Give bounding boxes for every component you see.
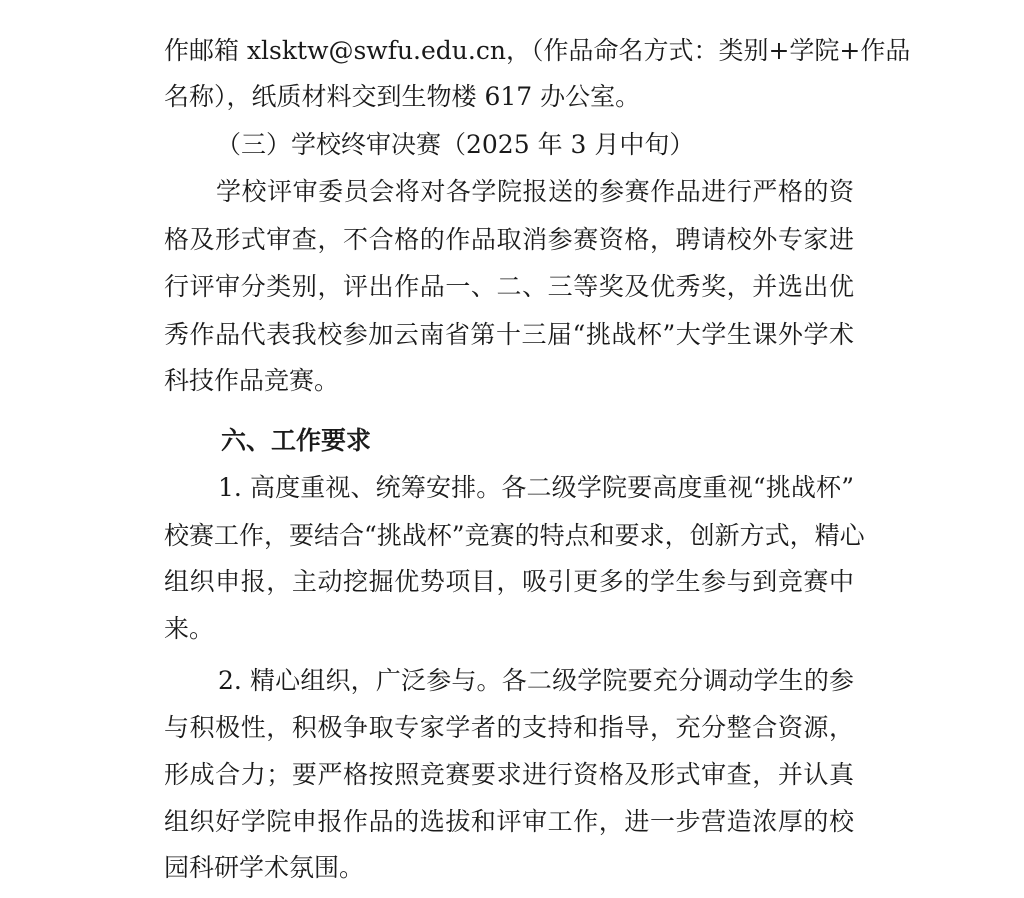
text-line: 来。 [164,614,215,643]
text-line: 2. 精心组织，广泛参与。各二级学院要充分调动学生的参 [218,666,854,695]
text-line: 形成合力；要严格按照竞赛要求进行资格及形式审查，并认真 [164,760,854,789]
text-line: 科技作品竞赛。 [164,366,340,395]
text-line: 名称），纸质材料交到生物楼 617 办公室。 [164,82,641,111]
text-line: 组织好学院申报作品的选拔和评审工作，进一步营造浓厚的校 [164,807,854,836]
text-line: 作邮箱 xlsktw@swfu.edu.cn，（作品命名方式：类别+学院+作品 [164,36,911,65]
text-line: 校赛工作，要结合“挑战杯”竞赛的特点和要求，创新方式，精心 [164,521,865,550]
section-heading: 六、工作要求 [221,426,372,455]
text-line: 格及形式审查，不合格的作品取消参赛资格，聘请校外专家进 [164,225,854,254]
text-line: 与积极性，积极争取专家学者的支持和指导，充分整合资源， [164,713,854,742]
text-line: 1. 高度重视、统筹安排。各二级学院要高度重视“挑战杯” [218,473,854,502]
text-line: 园科研学术氛围。 [164,853,365,882]
section-subheading: （三）学校终审决赛（2025 年 3 月中旬） [216,130,695,159]
text-line: 组织申报，主动挖掘优势项目，吸引更多的学生参与到竞赛中 [164,567,854,596]
text-line: 行评审分类别，评出作品一、二、三等奖及优秀奖，并选出优 [164,272,854,301]
text-line: 学校评审委员会将对各学院报送的参赛作品进行严格的资 [216,177,854,206]
text-line: 秀作品代表我校参加云南省第十三届“挑战杯”大学生课外学术 [164,320,854,349]
